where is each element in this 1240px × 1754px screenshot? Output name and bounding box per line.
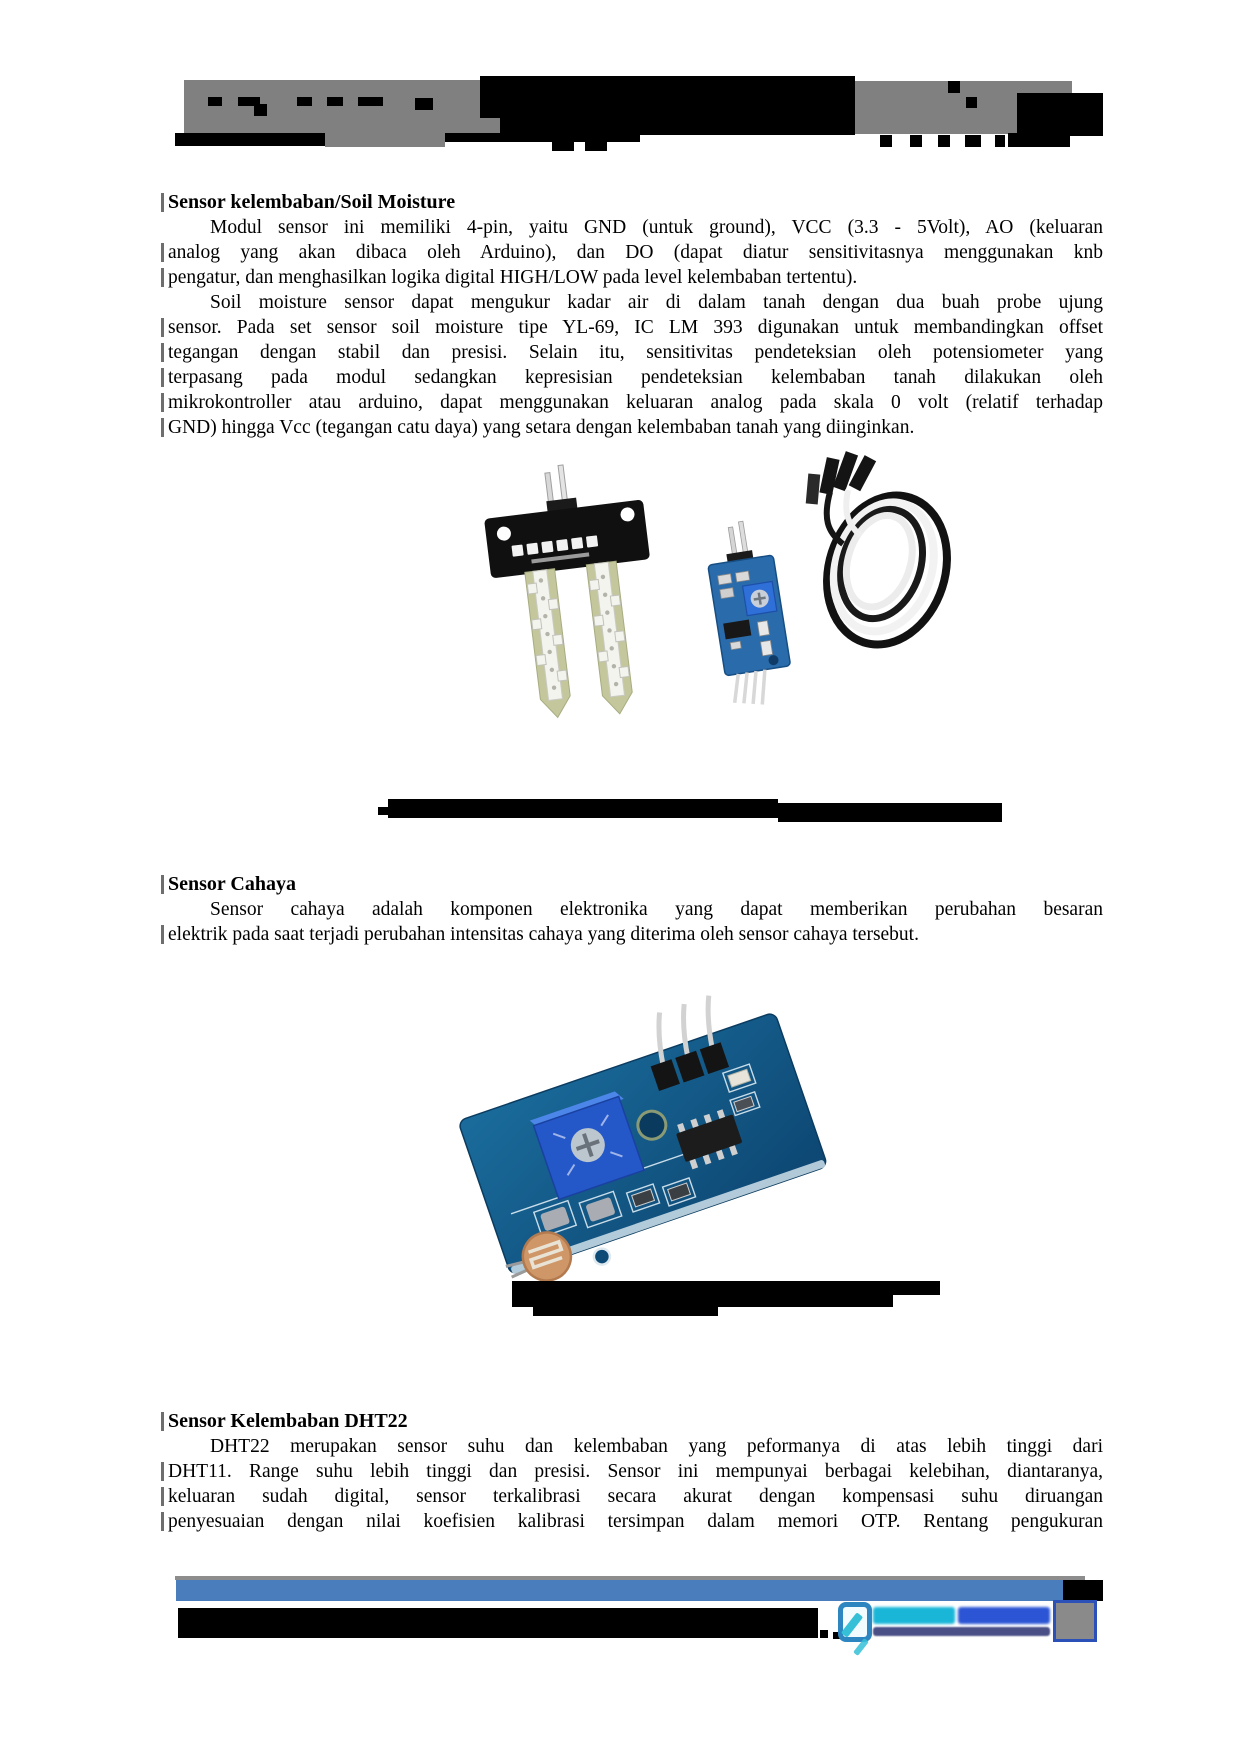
text-line bbox=[168, 290, 1103, 315]
text-line-content: tegangan dengan stabil dan presisi. Selain itu, sensitivitas pendeteksian oleh potensiometer yang bbox=[168, 342, 1103, 363]
revision-bar bbox=[161, 343, 164, 362]
text-line-content: GND) hingga Vcc (tegangan catu daya) yang setara dengan kelembaban tanah yang diinginkan. bbox=[168, 417, 915, 438]
revision-bar bbox=[161, 418, 164, 437]
text-line bbox=[168, 897, 1103, 922]
watermark-wordmark-1 bbox=[873, 1607, 955, 1624]
text-line bbox=[168, 240, 1103, 265]
revision-bar bbox=[161, 925, 164, 944]
light-sensor-module-illustration bbox=[425, 978, 855, 1290]
section-heading bbox=[168, 872, 1103, 897]
soil-moisture-sensor-illustration bbox=[425, 448, 955, 733]
revision-bar bbox=[161, 875, 164, 894]
text-line bbox=[168, 265, 1103, 290]
revision-bar bbox=[161, 268, 164, 287]
watermark-gray-box bbox=[1053, 1600, 1097, 1642]
text-line-content: mikrokontroller atau arduino, dapat menggunakan keluaran analog pada skala 0 volt (relatif terhadap bbox=[168, 392, 1103, 413]
text-line-content: pengatur, dan menghasilkan logika digital HIGH/LOW pada level kelembaban tertentu). bbox=[168, 267, 858, 288]
text-line-content: analog yang akan dibaca oleh Arduino), dan DO (dapat diatur sensitivitasnya menggunakan knb bbox=[168, 242, 1103, 263]
section-sensor-cahaya bbox=[168, 872, 1103, 947]
section-heading-text: Sensor kelembaban/Soil Moisture bbox=[168, 191, 456, 213]
section-soil-moisture bbox=[168, 190, 1103, 440]
section-body bbox=[168, 897, 1103, 947]
section-body bbox=[168, 215, 1103, 440]
light-sensor-module-photo bbox=[425, 978, 855, 1290]
text-line-content: Sensor cahaya adalah komponen elektronika yang dapat memberikan perubahan besaran bbox=[210, 899, 1103, 920]
text-line bbox=[168, 390, 1103, 415]
footer-blue-bar bbox=[176, 1580, 1063, 1601]
text-line-content: terpasang pada modul sedangkan kepresisian pendeteksian kelembaban tanah dilakukan oleh bbox=[168, 367, 1103, 388]
text-line-content: penyesuaian dengan nilai koefisien kalibrasi tersimpan dalam memori OTP. Rentang pengukuran bbox=[168, 1511, 1103, 1532]
text-line bbox=[168, 1434, 1103, 1459]
text-line-content: keluaran sudah digital, sensor terkalibrasi secara akurat dengan kompensasi suhu diruangan bbox=[168, 1486, 1103, 1507]
revision-bar bbox=[161, 1462, 164, 1481]
revision-bar bbox=[161, 1412, 164, 1431]
revision-bar bbox=[161, 1512, 164, 1531]
text-line bbox=[168, 1484, 1103, 1509]
soil-moisture-sensor-photo bbox=[425, 448, 955, 733]
section-heading-text: Sensor Kelembaban DHT22 bbox=[168, 1410, 408, 1432]
footer-redaction bbox=[178, 1608, 818, 1638]
text-line-content: Soil moisture sensor dapat mengukur kadar air di dalam tanah dengan dua buah probe ujung bbox=[210, 292, 1103, 313]
section-heading-text: Sensor Cahaya bbox=[168, 873, 296, 895]
text-line-content: elektrik pada saat terjadi perubahan intensitas cahaya yang diterima oleh sensor cahaya tersebut. bbox=[168, 924, 919, 945]
text-line bbox=[168, 315, 1103, 340]
revision-bar bbox=[161, 393, 164, 412]
text-line bbox=[168, 215, 1103, 240]
watermark-tagline bbox=[873, 1627, 1050, 1636]
text-line-content: Modul sensor ini memiliki 4-pin, yaitu GND (untuk ground), VCC (3.3 - 5Volt), AO (keluaran bbox=[210, 217, 1103, 238]
revision-bar bbox=[161, 368, 164, 387]
revision-bar bbox=[161, 193, 164, 212]
section-heading bbox=[168, 1409, 1103, 1434]
revision-bar bbox=[161, 1487, 164, 1506]
revision-bar bbox=[161, 243, 164, 262]
text-line bbox=[168, 922, 1103, 947]
text-line bbox=[168, 340, 1103, 365]
text-line bbox=[168, 1509, 1103, 1534]
text-line-content: DHT11. Range suhu lebih tinggi dan presisi. Sensor ini mempunyai berbagai kelebihan, diantaranya, bbox=[168, 1461, 1103, 1482]
text-line-content: DHT22 merupakan sensor suhu dan kelembaban yang peformanya di atas lebih tinggi dari bbox=[210, 1436, 1103, 1457]
text-line bbox=[168, 1459, 1103, 1484]
section-body bbox=[168, 1434, 1103, 1534]
text-line-content: sensor. Pada set sensor soil moisture tipe YL-69, IC LM 393 digunakan untuk membandingkan offset bbox=[168, 317, 1103, 338]
text-line bbox=[168, 415, 1103, 440]
section-dht22 bbox=[168, 1409, 1103, 1534]
section-heading bbox=[168, 190, 1103, 215]
watermark-wordmark-2 bbox=[958, 1607, 1050, 1624]
revision-bar bbox=[161, 318, 164, 337]
text-line bbox=[168, 365, 1103, 390]
